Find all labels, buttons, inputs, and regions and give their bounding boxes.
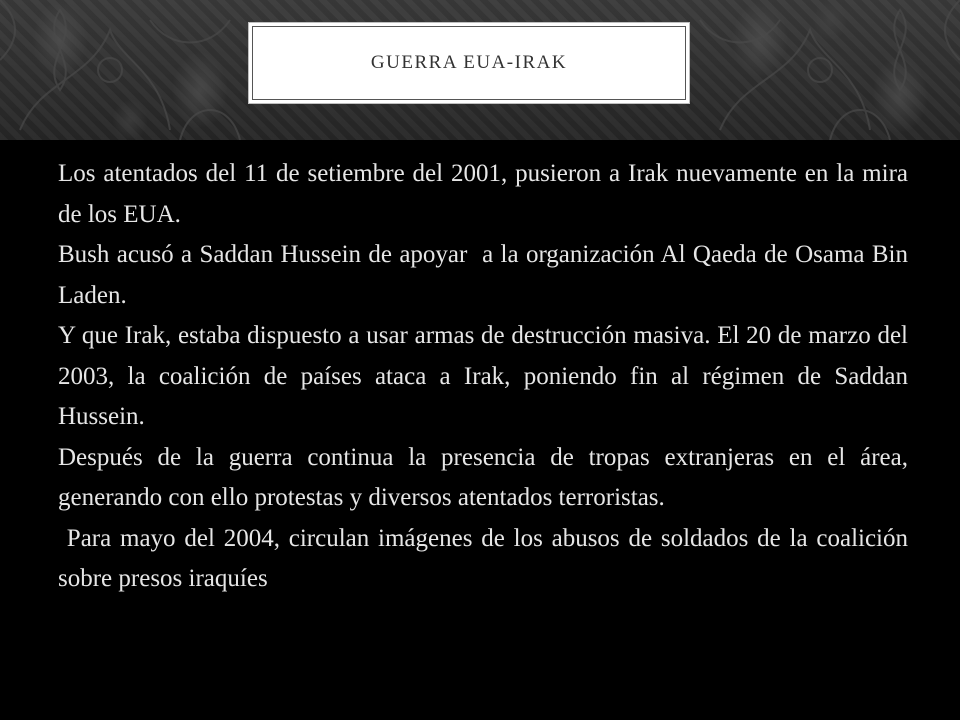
paragraph-1: Los atentados del 11 de setiembre del 2001, pusieron a Irak nuevamente en la mira de los EUA. [58, 160, 915, 228]
paragraph-4: Después de la guerra continua la presencia de tropas extranjeras en el área, generando con ello protestas y diversos atentados terroristas. [58, 443, 915, 511]
title-box [248, 22, 690, 104]
paragraph-5: Para mayo del 2004, circulan imágenes de los abusos de soldados de la coalición sobre presos iraquíes [58, 524, 915, 592]
paragraph-3: Y que Irak, estaba dispuesto a usar armas de destrucción masiva. El 20 de marzo del 2003, la coalición de países ataca a Irak, poniendo fin al régimen de Saddan Hussein. [58, 322, 915, 430]
header-damask-band [0, 0, 960, 140]
slide-title: GUERRA EUA-IRAK [370, 52, 568, 73]
body-text [58, 154, 915, 600]
paragraph-2: Bush acusó a Saddan Hussein de apoyar a la organización Al Qaeda de Osama Bin Laden. [58, 241, 915, 309]
